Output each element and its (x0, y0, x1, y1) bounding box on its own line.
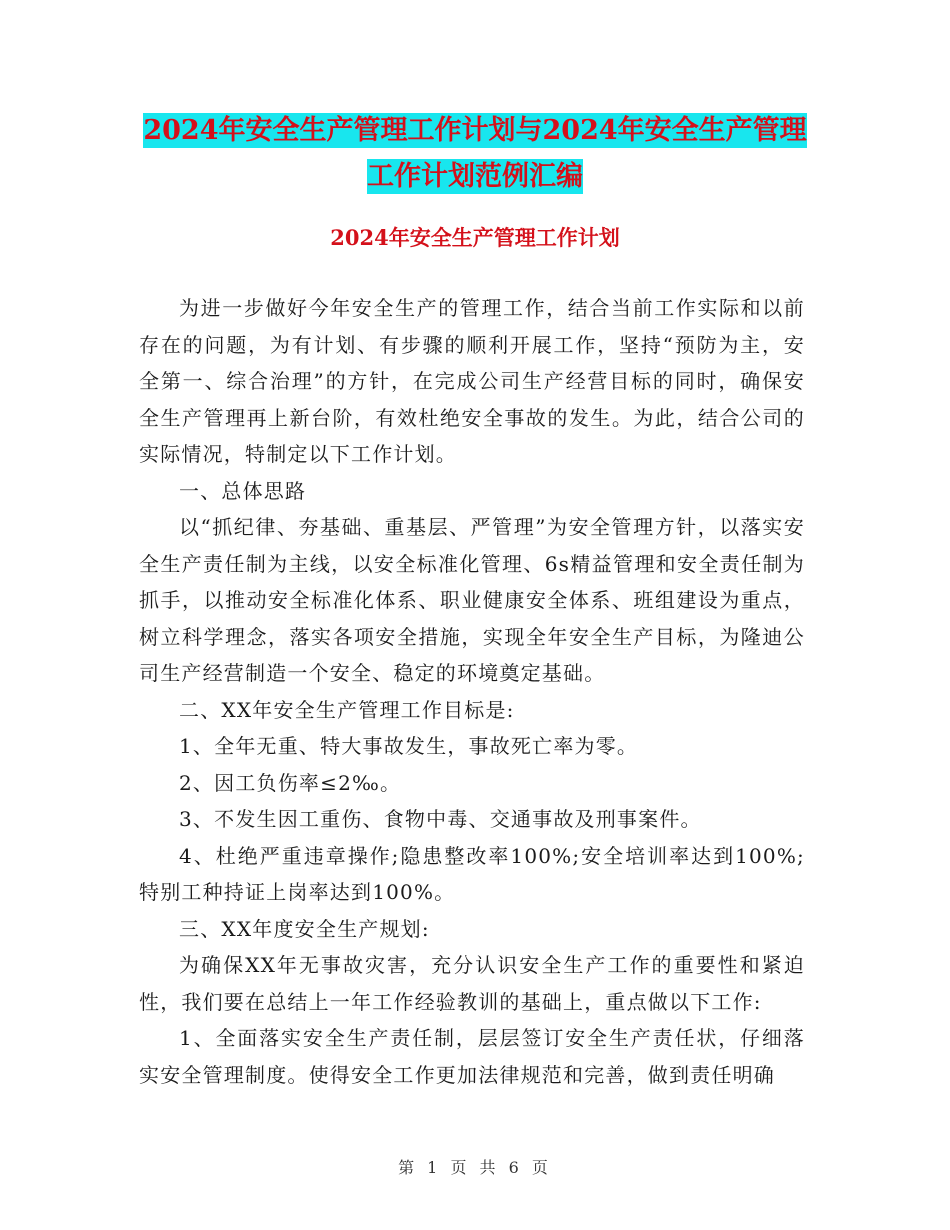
paragraph: 二、XX年安全生产管理工作目标是: (179, 697, 515, 722)
document-title-line-2: 工作计划范例汇编 (367, 161, 583, 192)
paragraph: 为进一步做好今年安全生产的管理工作，结合当前工作实际和以前存在的问题，为有计划、有步骤的顺利开展工作，坚持“预防为主，安全第一、综合治理”的方针，在完成公司生产经营目标的同时，确保安全生产管理再上新台阶，有效杜绝安全事故的发生。为此，结合公司的实际情况，特制定以下工作计划。 (139, 296, 805, 466)
paragraph: 三、XX年度安全生产规划: (179, 916, 430, 941)
document-title (0, 108, 950, 200)
section-title: 2024年安全生产管理工作计划 (330, 225, 620, 250)
paragraph: 4、杜绝严重违章操作;隐患整改率100%;安全培训率达到100%;特别工种持证上岗率达到100%。 (139, 843, 805, 904)
paragraph: 为确保XX年无事故灾害，充分认识安全生产工作的重要性和紧迫性，我们要在总结上一年工作经验教训的基础上，重点做以下工作: (139, 953, 805, 1014)
paragraph: 以“抓纪律、夯基础、重基层、严管理”为安全管理方针，以落实安全生产责任制为主线，以安全标准化管理、6s精益管理和安全责任制为抓手，以推动安全标准化体系、职业健康安全体系、班组建设为重点，树立科学理念，落实各项安全措施，实现全年安全生产目标，为隆迪公司生产经营制造一个安全、稳定的环境奠定基础。 (139, 515, 805, 685)
paragraph: 1、全面落实安全生产责任制，层层签订安全生产责任状，仔细落实安全管理制度。使得安全工作更加法律规范和完善，做到责任明确 (139, 1026, 805, 1087)
paragraph: 1、全年无重、特大事故发生，事故死亡率为零。 (179, 734, 639, 758)
paragraph: 2、因工负伤率≤2‰。 (179, 770, 402, 795)
paragraph: 3、不发生因工重伤、食物中毒、交通事故及刑事案件。 (179, 807, 702, 831)
paragraph: 一、总体思路 (179, 478, 307, 503)
document-title-line-1: 2024年安全生产管理工作计划与2024年安全生产管理 (143, 115, 807, 146)
document-body (139, 290, 805, 1093)
page-footer: 第 1 页 共 6 页 (398, 1158, 552, 1177)
